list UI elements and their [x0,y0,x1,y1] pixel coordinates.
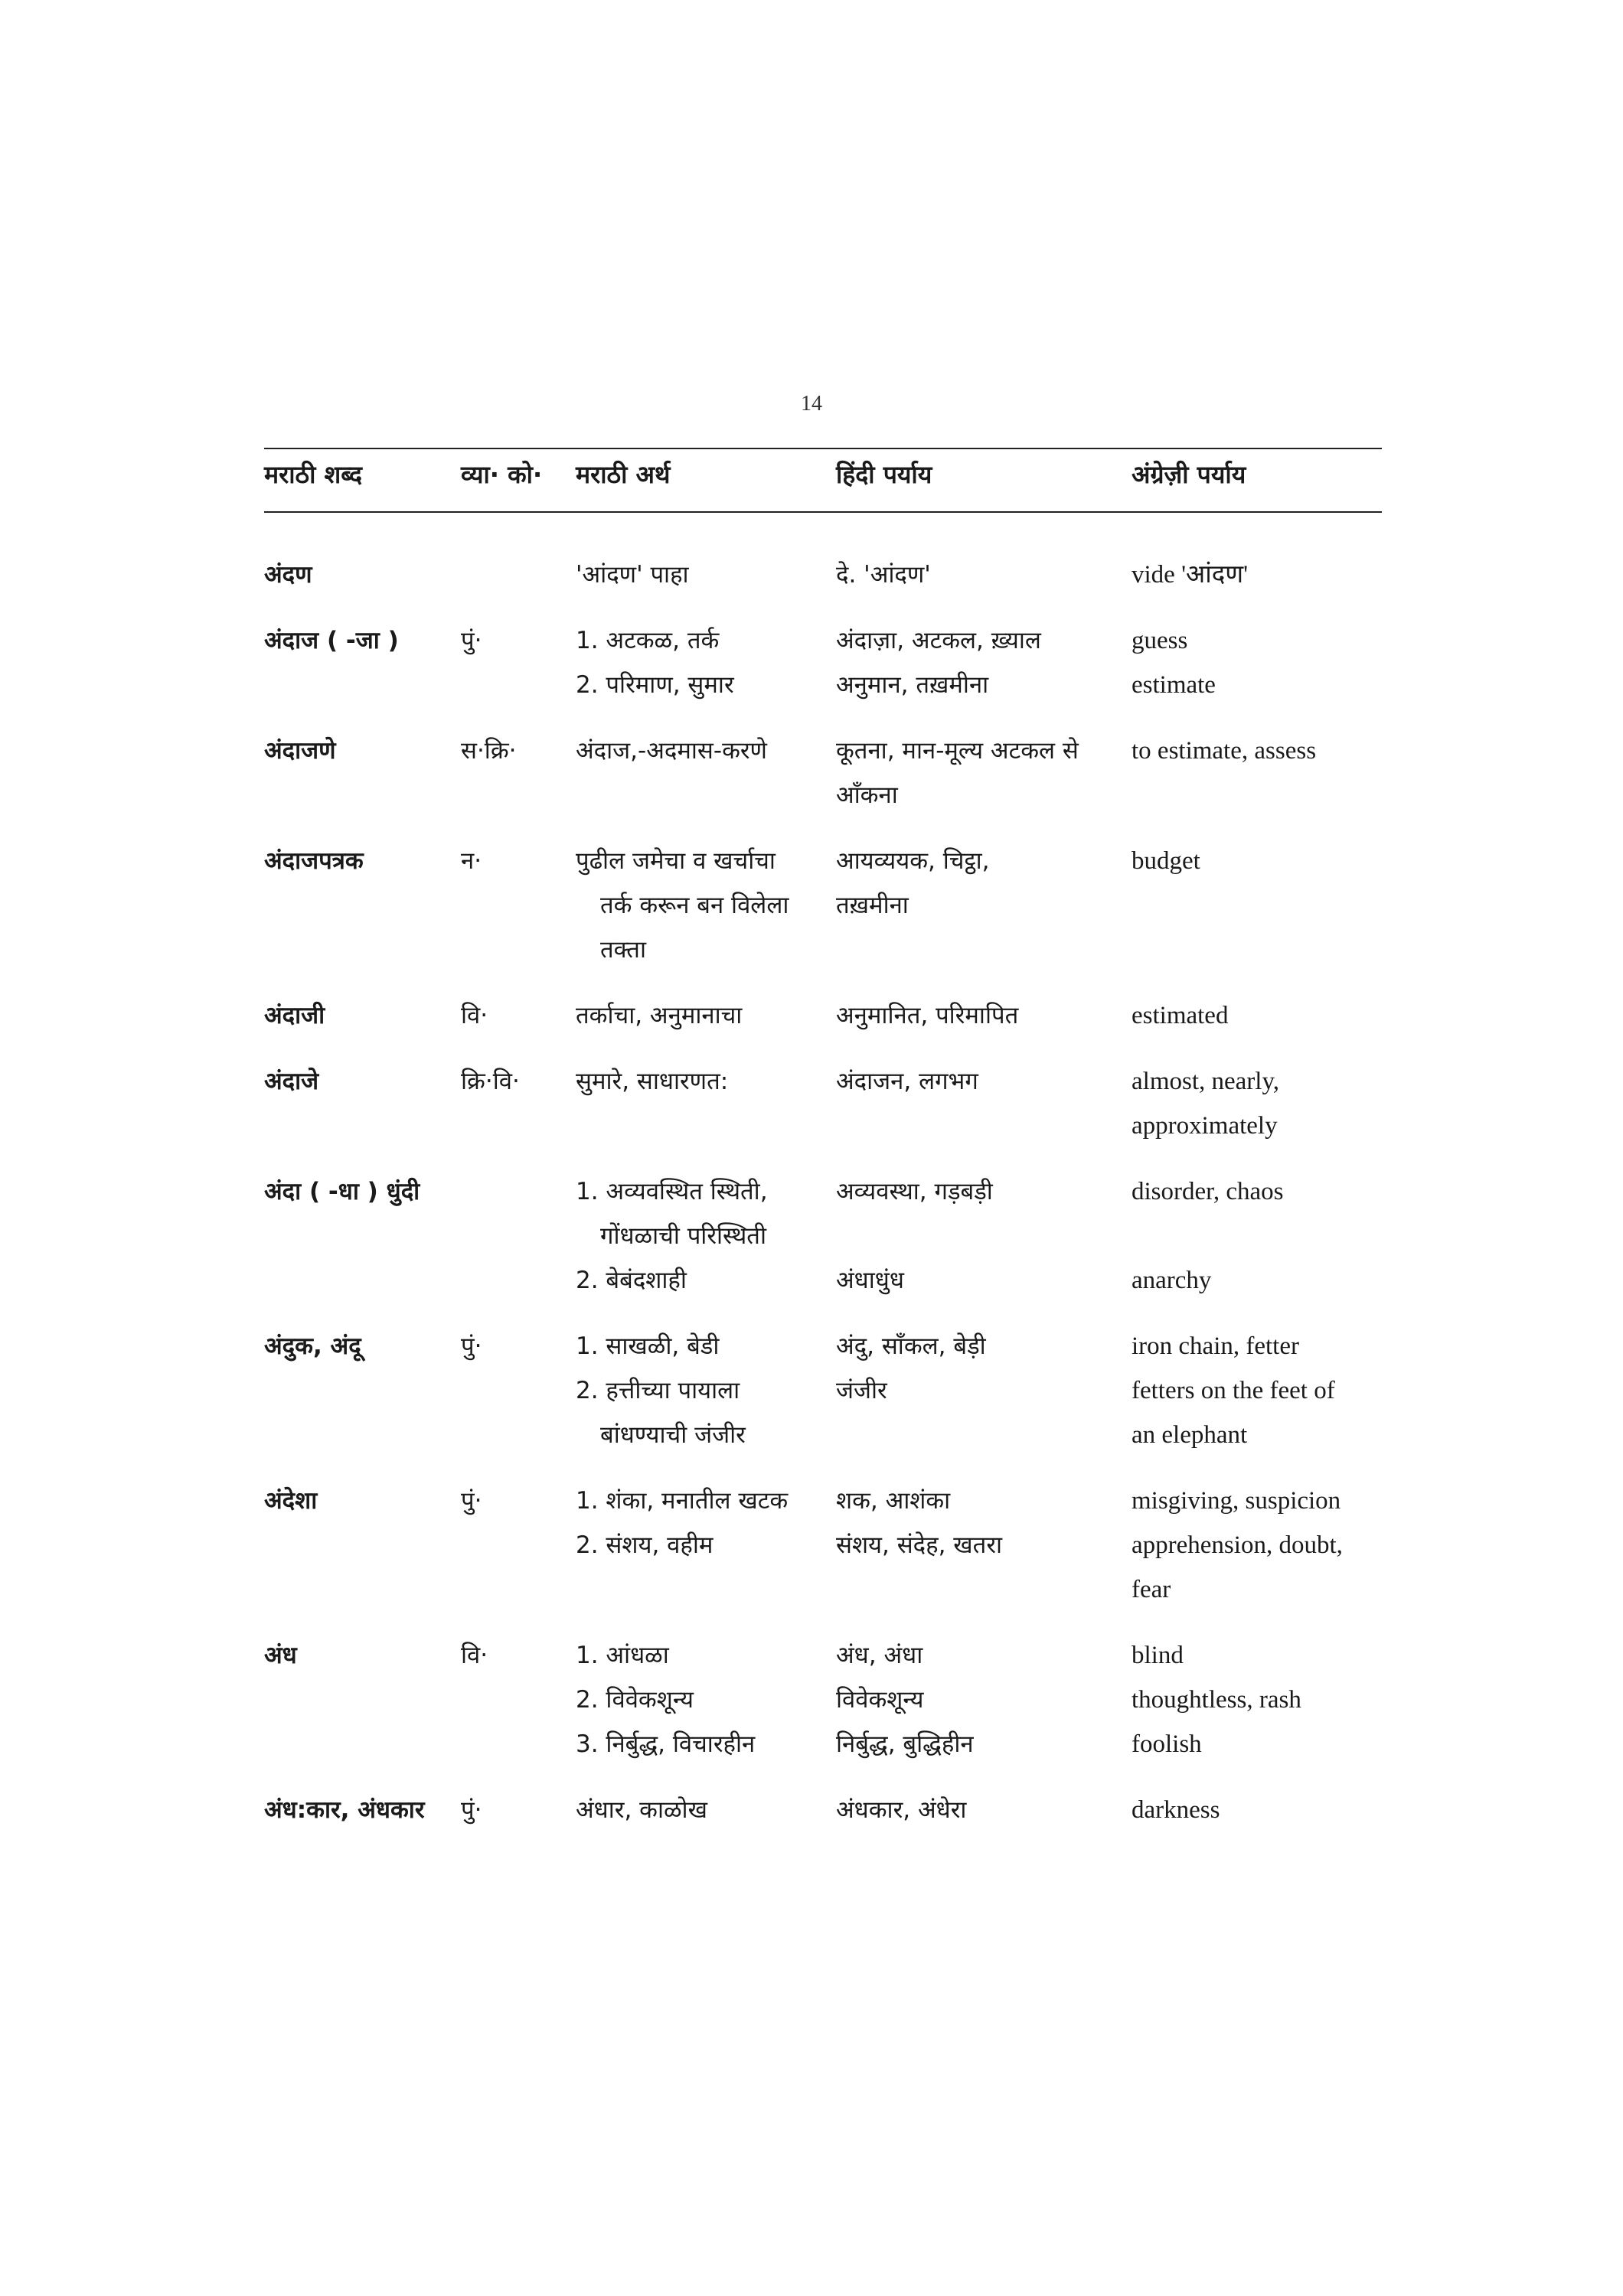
entry-marathi-meaning-line: बांधण्याची जंजीर [600,1421,746,1449]
entry-grammar [461,618,568,663]
entry-word-line: अंदाजे [264,1068,319,1095]
entry-english-synonym [1132,1479,1392,1612]
entry-english-synonym [1132,1324,1392,1457]
entry-marathi-meaning-line: तर्क करून बन विलेला [600,892,789,919]
entry-english-synonym-line: to estimate, assess [1132,737,1317,765]
table-row [0,1633,1623,1788]
entry-marathi-meaning-line: गोंधळाची परिस्थिती [600,1222,766,1250]
entry-hindi-synonym-line: संशय, संदेह, खतरा [836,1531,1003,1559]
entry-hindi-synonym-line: शक, आशंका [836,1487,951,1515]
entry-hindi-synonym-line: दे. 'आंदण' [836,561,931,589]
header-marathi-word: मराठी शब्द [264,460,362,489]
entry-english-synonym-line: misgiving, suspicion [1132,1487,1341,1515]
entry-marathi-meaning-line: पुढील जमेचा व खर्चाचा [576,847,776,875]
entry-english-synonym [1132,618,1392,707]
entry-english-synonym-line: disorder, chaos [1132,1178,1284,1205]
entry-hindi-synonym [836,1324,1127,1413]
entry-marathi-meaning-line: सुमारे, साधारणत: [576,1068,729,1095]
entry-english-synonym-line: estimated [1132,1002,1229,1029]
entry-marathi-meaning-line: 1. अव्यवस्थित स्थिती, [576,1178,768,1205]
entry-grammar [461,1324,568,1368]
entry-hindi-synonym-line: विवेकशून्य [836,1686,924,1714]
entry-grammar [461,1479,568,1523]
entry-grammar-line: वि· [461,1642,488,1669]
entry-marathi-meaning-line: अंधार, काळोख [576,1796,707,1824]
entry-hindi-synonym-line: जंजीर [836,1377,887,1404]
entry-hindi-synonym-line: अंदाज़ा, अटकल, ख़्याल [836,627,1041,654]
entry-marathi-meaning [576,1788,832,1832]
entry-marathi-meaning-line: 2. बेबंदशाही [576,1267,687,1294]
entry-marathi-meaning [576,993,832,1038]
entry-grammar-line: स·क्रि· [461,737,517,765]
entry-english-synonym-line: fetters on the feet of [1132,1377,1335,1404]
entry-grammar-line [461,1169,568,1214]
entry-word [264,993,452,1038]
entry-hindi-synonym-line: अव्यवस्था, गड़बड़ी [836,1178,993,1205]
entry-word-line: अंदाजणे [264,737,336,765]
entry-english-synonym-line: budget [1132,847,1200,875]
entry-english-synonym-line: iron chain, fetter [1132,1332,1299,1360]
entry-hindi-synonym-line: तख़मीना [836,892,909,919]
entry-marathi-meaning [576,1059,832,1104]
entry-grammar-line: पुं· [461,1796,482,1824]
entry-marathi-meaning-line: 1. साखळी, बेडी [576,1332,720,1360]
entry-english-synonym [1132,1169,1392,1303]
entry-hindi-synonym [836,1059,1127,1104]
header-english-synonym: अंग्रेज़ी पर्याय [1132,460,1246,489]
entry-marathi-meaning [576,618,832,707]
dictionary-table [0,553,1623,1854]
entry-hindi-synonym [836,618,1127,707]
entry-word-line: अंदा ( -धा ) धुंदी [264,1178,420,1205]
entry-english-synonym [1132,1059,1392,1148]
entry-english-synonym [1132,1633,1392,1766]
entry-grammar [461,1169,568,1214]
entry-word [264,839,452,883]
entry-english-synonym [1132,553,1392,597]
entry-grammar-line: पुं· [461,627,482,654]
entry-grammar [461,1633,568,1678]
entry-grammar-line: पुं· [461,1332,482,1360]
entry-english-synonym-line: estimate [1132,671,1216,699]
entry-word-line: अंदाजी [264,1002,325,1029]
entry-marathi-meaning [576,1169,832,1303]
entry-grammar-line: न· [461,847,482,875]
entry-word-line: अंध:कार, अंधकार [264,1796,425,1824]
entry-english-synonym-line: an elephant [1132,1421,1248,1449]
entry-hindi-synonym-line: आयव्ययक, चिट्ठा, [836,847,990,875]
entry-grammar [461,993,568,1038]
entry-marathi-meaning-line: 1. आंधळा [576,1642,669,1669]
entry-english-synonym [1132,839,1392,883]
table-row [0,1169,1623,1324]
entry-marathi-meaning-line: अंदाज,-अदमास-करणे [576,737,767,765]
entry-hindi-synonym [836,1788,1127,1832]
table-row [0,618,1623,729]
entry-grammar-line: क्रि·वि· [461,1068,520,1095]
entry-hindi-synonym-line: अनुमान, तख़मीना [836,671,989,699]
table-header-rule [264,511,1382,513]
table-row [0,993,1623,1059]
entry-hindi-synonym [836,839,1127,928]
entry-word [264,1633,452,1678]
entry-grammar [461,1788,568,1832]
entry-english-synonym-line: apprehension, doubt, [1132,1531,1343,1559]
entry-word-line: अंदाजपत्रक [264,847,364,875]
header-hindi-synonym: हिंदी पर्याय [836,460,932,489]
entry-word-line: अंदुक, अंदू [264,1332,361,1360]
entry-marathi-meaning-line: तर्काचा, अनुमानाचा [576,1002,743,1029]
entry-english-synonym [1132,993,1392,1038]
entry-grammar [461,729,568,773]
entry-english-synonym-line: fear [1132,1576,1171,1603]
entry-word-line: अंदेशा [264,1487,318,1515]
entry-marathi-meaning [576,729,832,773]
entry-english-synonym-line: thoughtless, rash [1132,1686,1301,1714]
entry-hindi-synonym-line: आँकना [836,781,898,809]
entry-word [264,729,452,773]
entry-grammar-line [461,553,568,597]
entry-marathi-meaning [576,1324,832,1457]
entry-english-synonym-line: guess [1132,627,1188,654]
entry-word [264,1324,452,1368]
entry-hindi-synonym-line: निर्बुद्ध, बुद्धिहीन [836,1730,974,1758]
entry-marathi-meaning-line: 2. संशय, वहीम [576,1531,714,1559]
entry-marathi-meaning [576,839,832,972]
entry-marathi-meaning-line: 1. अटकळ, तर्क [576,627,720,654]
entry-english-synonym [1132,1788,1392,1832]
entry-word [264,553,452,597]
entry-hindi-synonym-line: अंदु, साँकल, बेड़ी [836,1332,986,1360]
entry-marathi-meaning-line: 'आंदण' पाहा [576,561,689,589]
entry-marathi-meaning-line: 2. परिमाण, सुमार [576,671,734,699]
entry-english-synonym-line: foolish [1132,1730,1202,1758]
entry-english-synonym-line: vide 'आंदण' [1132,561,1249,589]
entry-word-line: अंदण [264,561,312,589]
table-row [0,1324,1623,1479]
entry-word [264,1788,452,1832]
entry-word-line: अंध [264,1642,297,1669]
entry-english-synonym [1132,729,1392,773]
entry-marathi-meaning [576,1479,832,1567]
entry-english-synonym-line: almost, nearly, [1132,1068,1280,1095]
table-row [0,839,1623,993]
entry-english-synonym-line: anarchy [1132,1267,1212,1294]
table-row [0,1479,1623,1633]
entry-hindi-synonym-line [836,1214,1127,1258]
entry-grammar-line: वि· [461,1002,488,1029]
entry-hindi-synonym-line: कूतना, मान-मूल्य अटकल से [836,737,1079,765]
table-row [0,1059,1623,1169]
table-row [0,553,1623,618]
entry-english-synonym-line: blind [1132,1642,1184,1669]
page-number: 14 [801,392,822,416]
entry-english-synonym-line: approximately [1132,1112,1278,1140]
entry-marathi-meaning-line: 3. निर्बुद्ध, विचारहीन [576,1730,756,1758]
entry-grammar [461,839,568,883]
entry-hindi-synonym-line: अनुमानित, परिमापित [836,1002,1019,1029]
entry-hindi-synonym-line: अंधाधुंध [836,1267,904,1294]
table-row [0,1788,1623,1854]
entry-hindi-synonym [836,1479,1127,1567]
entry-word [264,618,452,663]
entry-word [264,1059,452,1104]
entry-marathi-meaning [576,1633,832,1766]
entry-hindi-synonym [836,1633,1127,1766]
entry-hindi-synonym-line: अंधकार, अंधेरा [836,1796,967,1824]
entry-word [264,1169,452,1214]
entry-grammar [461,1059,568,1104]
table-top-rule [264,448,1382,449]
entry-marathi-meaning-line: तक्ता [600,936,646,964]
entry-marathi-meaning-line: 1. शंका, मनातील खटक [576,1487,789,1515]
entry-grammar [461,553,568,597]
entry-hindi-synonym [836,1169,1127,1303]
entry-word [264,1479,452,1523]
entry-marathi-meaning-line: 2. हत्तीच्या पायाला [576,1377,740,1404]
entry-marathi-meaning-line: 2. विवेकशून्य [576,1686,694,1714]
header-grammar: व्या· को· [461,460,543,489]
entry-hindi-synonym [836,993,1127,1038]
entry-marathi-meaning [576,553,832,597]
entry-word-line: अंदाज ( -जा ) [264,627,399,654]
entry-hindi-synonym-line: अंध, अंधा [836,1642,923,1669]
entry-hindi-synonym-line: अंदाजन, लगभग [836,1068,978,1095]
entry-english-synonym-line [1132,1214,1392,1258]
entry-english-synonym-line: darkness [1132,1796,1220,1824]
header-marathi-meaning: मराठी अर्थ [576,460,671,489]
table-row [0,729,1623,839]
entry-hindi-synonym [836,553,1127,597]
entry-grammar-line: पुं· [461,1487,482,1515]
entry-hindi-synonym [836,729,1127,817]
